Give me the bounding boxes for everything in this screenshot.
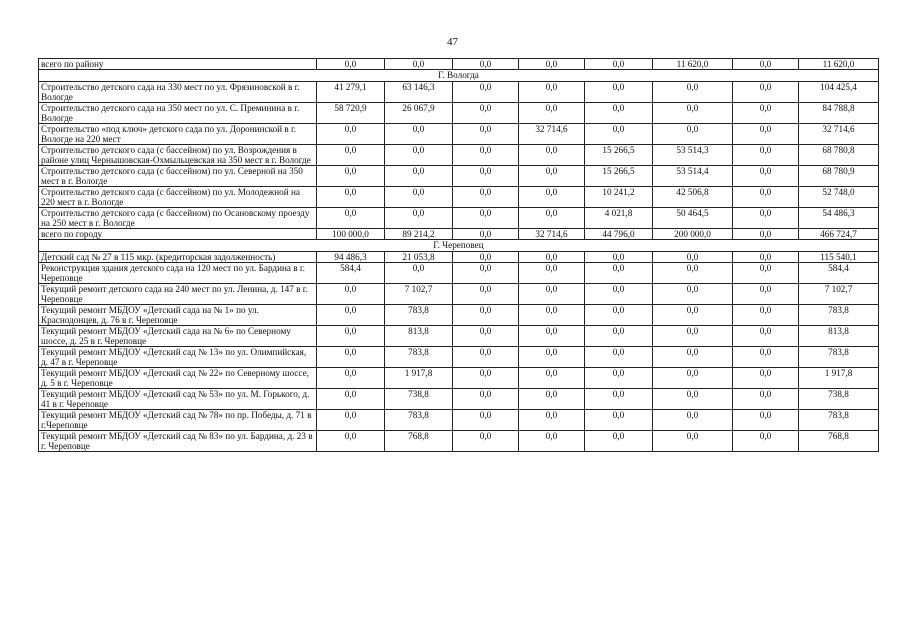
value-cell: 89 214,2 [385,229,453,240]
value-cell: 783,8 [799,347,879,368]
value-cell: 783,8 [385,347,453,368]
section-title: Г. Череповец [39,240,879,252]
value-cell: 53 514,3 [653,145,733,166]
value-cell: 0,0 [585,368,653,389]
value-cell: 0,0 [585,82,653,103]
value-cell: 0,0 [585,305,653,326]
value-cell: 0,0 [733,305,799,326]
value-cell: 0,0 [317,410,385,431]
value-cell: 0,0 [519,368,585,389]
value-cell: 0,0 [585,326,653,347]
row-name-cell: Текущий ремонт МБДОУ «Детский сад № 53» по ул. М. Горького, д. 41 в г. Череповце [39,389,317,410]
value-cell: 0,0 [317,431,385,452]
value-cell: 0,0 [385,145,453,166]
value-cell: 738,8 [385,389,453,410]
value-cell: 466 724,7 [799,229,879,240]
value-cell: 0,0 [733,124,799,145]
value-cell: 0,0 [453,208,519,229]
value-cell: 584,4 [799,263,879,284]
value-cell: 100 000,0 [317,229,385,240]
value-cell: 0,0 [585,431,653,452]
value-cell: 0,0 [733,187,799,208]
value-cell: 0,0 [733,145,799,166]
value-cell: 0,0 [453,410,519,431]
value-cell: 0,0 [453,103,519,124]
value-cell: 584,4 [317,263,385,284]
row-name-cell: Текущий ремонт МБДОУ «Детский сада на № 1» по ул. Краснодонцев, д. 76 в г. Череповце [39,305,317,326]
value-cell: 0,0 [317,59,385,70]
value-cell: 0,0 [385,124,453,145]
table-row [39,124,879,145]
value-cell: 0,0 [585,103,653,124]
row-name-cell: Детский сад № 27 в 115 мкр. (кредиторская задолженность) [39,252,317,263]
value-cell: 768,8 [385,431,453,452]
value-cell: 0,0 [519,410,585,431]
value-cell: 0,0 [653,347,733,368]
value-cell: 783,8 [799,410,879,431]
value-cell: 0,0 [317,305,385,326]
table-row [39,229,879,240]
value-cell: 58 720,9 [317,103,385,124]
value-cell: 0,0 [733,263,799,284]
table-row [39,389,879,410]
value-cell: 813,8 [385,326,453,347]
value-cell: 0,0 [653,82,733,103]
table-row [39,431,879,452]
value-cell: 0,0 [733,368,799,389]
value-cell: 11 620,0 [799,59,879,70]
value-cell: 0,0 [317,208,385,229]
value-cell: 0,0 [453,145,519,166]
value-cell: 768,8 [799,431,879,452]
value-cell: 0,0 [653,103,733,124]
value-cell: 783,8 [385,410,453,431]
value-cell: 0,0 [733,103,799,124]
table-row [39,326,879,347]
row-name-cell: Текущий ремонт МБДОУ «Детский сад № 13» по ул. Олимпийская, д. 47 в г. Череповце [39,347,317,368]
value-cell: 0,0 [733,229,799,240]
value-cell: 0,0 [519,431,585,452]
value-cell: 0,0 [653,124,733,145]
row-name-cell: Текущий ремонт МБДОУ «Детский сад № 22» по Северному шоссе, д. 5 в г. Череповце [39,368,317,389]
row-name-cell: Текущий ремонт детского сада на 240 мест по ул. Ленина, д. 147 в г. Череповце [39,284,317,305]
value-cell: 84 788,8 [799,103,879,124]
value-cell: 15 266,5 [585,166,653,187]
value-cell: 7 102,7 [385,284,453,305]
value-cell: 0,0 [317,389,385,410]
value-cell: 0,0 [519,284,585,305]
table-row [39,82,879,103]
value-cell: 7 102,7 [799,284,879,305]
value-cell: 21 053,8 [385,252,453,263]
table-row [39,284,879,305]
value-cell: 0,0 [453,263,519,284]
value-cell: 0,0 [385,208,453,229]
value-cell: 0,0 [733,166,799,187]
value-cell: 0,0 [733,410,799,431]
value-cell: 783,8 [799,305,879,326]
value-cell: 1 917,8 [385,368,453,389]
table-row [39,145,879,166]
value-cell: 0,0 [385,166,453,187]
value-cell: 0,0 [519,347,585,368]
row-name-cell: Строительство детского сада (с бассейном) по ул. Северной на 350 мест в г. Вологде [39,166,317,187]
value-cell: 0,0 [453,252,519,263]
value-cell: 0,0 [733,284,799,305]
value-cell: 0,0 [317,124,385,145]
value-cell: 783,8 [385,305,453,326]
value-cell: 0,0 [585,389,653,410]
row-name-cell: Строительство детского сада (с бассейном) по Осановскому проезду на 250 мест в г. Вологде [39,208,317,229]
table-row [39,187,879,208]
value-cell: 0,0 [585,252,653,263]
value-cell: 813,8 [799,326,879,347]
value-cell: 0,0 [453,187,519,208]
value-cell: 0,0 [385,187,453,208]
table-body [39,59,879,452]
value-cell: 50 464,5 [653,208,733,229]
value-cell: 68 780,9 [799,166,879,187]
value-cell: 104 425,4 [799,82,879,103]
value-cell: 0,0 [653,410,733,431]
row-name-cell: Текущий ремонт МБДОУ «Детский сад № 78» по пр. Победы, д. 71 в г.Череповце [39,410,317,431]
value-cell: 0,0 [385,263,453,284]
value-cell: 0,0 [733,208,799,229]
row-name-cell: Текущий ремонт МБДОУ «Детский сад № 83» по ул. Бардина, д. 23 в г. Череповце [39,431,317,452]
row-name-cell: Строительство детского сада на 330 мест по ул. Фрязиновской в г. Вологде [39,82,317,103]
value-cell: 738,8 [799,389,879,410]
value-cell: 0,0 [453,305,519,326]
value-cell: 0,0 [585,347,653,368]
value-cell: 68 780,8 [799,145,879,166]
value-cell: 0,0 [585,59,653,70]
table-row [39,208,879,229]
value-cell: 0,0 [653,389,733,410]
value-cell: 1 917,8 [799,368,879,389]
value-cell: 0,0 [519,305,585,326]
row-name-cell: Текущий ремонт МБДОУ «Детский сада на № 6» по Северному шоссе, д. 25 в г. Череповце [39,326,317,347]
value-cell: 11 620,0 [653,59,733,70]
value-cell: 0,0 [519,389,585,410]
value-cell: 0,0 [585,263,653,284]
value-cell: 63 146,3 [385,82,453,103]
page-number: 47 [447,36,458,48]
value-cell: 0,0 [733,431,799,452]
table-row [39,368,879,389]
row-name-cell: всего по району [39,59,317,70]
value-cell: 15 266,5 [585,145,653,166]
row-name-cell: всего по городу [39,229,317,240]
value-cell: 0,0 [519,263,585,284]
value-cell: 0,0 [317,187,385,208]
value-cell: 0,0 [585,284,653,305]
value-cell: 32 714,6 [799,124,879,145]
table-row [39,347,879,368]
row-name-cell: Строительство «под ключ» детского сада по ул. Доронинской в г. Вологде на 220 мест [39,124,317,145]
value-cell: 26 067,9 [385,103,453,124]
value-cell: 10 241,2 [585,187,653,208]
table-row [39,166,879,187]
table-row [39,103,879,124]
value-cell: 53 514,4 [653,166,733,187]
value-cell: 52 748,0 [799,187,879,208]
value-cell: 0,0 [453,368,519,389]
table-row [39,410,879,431]
value-cell: 0,0 [385,59,453,70]
value-cell: 115 540,1 [799,252,879,263]
value-cell: 0,0 [453,124,519,145]
table-row [39,59,879,70]
value-cell: 0,0 [317,284,385,305]
table-row [39,263,879,284]
value-cell: 44 796,0 [585,229,653,240]
section-header-row [39,70,879,82]
value-cell: 0,0 [519,59,585,70]
value-cell: 0,0 [519,326,585,347]
value-cell: 0,0 [453,389,519,410]
value-cell: 42 506,8 [653,187,733,208]
budget-table [38,58,879,452]
value-cell: 0,0 [519,82,585,103]
value-cell: 0,0 [733,59,799,70]
section-header-row [39,240,879,252]
value-cell: 0,0 [653,326,733,347]
row-name-cell: Строительство детского сада (с бассейном) по ул. Возрождения в районе улиц Чернышовская-Охмыльцевская на 350 мест в г. Вологде [39,145,317,166]
value-cell: 41 279,1 [317,82,385,103]
row-name-cell: Строительство детского сада на 350 мест по ул. С. Преминина в г. Вологде [39,103,317,124]
value-cell: 0,0 [653,284,733,305]
value-cell: 0,0 [519,103,585,124]
value-cell: 0,0 [653,263,733,284]
value-cell: 0,0 [653,368,733,389]
value-cell: 0,0 [519,252,585,263]
value-cell: 0,0 [317,347,385,368]
value-cell: 0,0 [453,59,519,70]
value-cell: 0,0 [519,187,585,208]
value-cell: 0,0 [453,82,519,103]
value-cell: 0,0 [653,431,733,452]
table-row [39,252,879,263]
value-cell: 0,0 [453,166,519,187]
value-cell: 0,0 [519,208,585,229]
value-cell: 0,0 [733,252,799,263]
section-title: Г. Вологда [39,70,879,82]
value-cell: 0,0 [317,145,385,166]
row-name-cell: Строительство детского сада (с бассейном) по ул. Молодежной на 220 мест в г. Вологде [39,187,317,208]
row-name-cell: Реконструкция здания детского сада на 120 мест по ул. Бардина в г. Череповце [39,263,317,284]
value-cell: 0,0 [453,326,519,347]
value-cell: 0,0 [317,368,385,389]
value-cell: 0,0 [519,145,585,166]
value-cell: 0,0 [733,326,799,347]
value-cell: 0,0 [317,326,385,347]
value-cell: 0,0 [653,305,733,326]
value-cell: 32 714,6 [519,124,585,145]
value-cell: 0,0 [519,166,585,187]
value-cell: 32 714,6 [519,229,585,240]
value-cell: 54 486,3 [799,208,879,229]
value-cell: 0,0 [733,82,799,103]
value-cell: 0,0 [453,347,519,368]
value-cell: 0,0 [317,166,385,187]
value-cell: 94 486,3 [317,252,385,263]
value-cell: 0,0 [453,229,519,240]
value-cell: 0,0 [453,284,519,305]
value-cell: 4 021,8 [585,208,653,229]
value-cell: 0,0 [585,410,653,431]
value-cell: 0,0 [733,347,799,368]
value-cell: 0,0 [585,124,653,145]
value-cell: 0,0 [733,389,799,410]
table-row [39,305,879,326]
value-cell: 0,0 [453,431,519,452]
value-cell: 200 000,0 [653,229,733,240]
value-cell: 0,0 [653,252,733,263]
